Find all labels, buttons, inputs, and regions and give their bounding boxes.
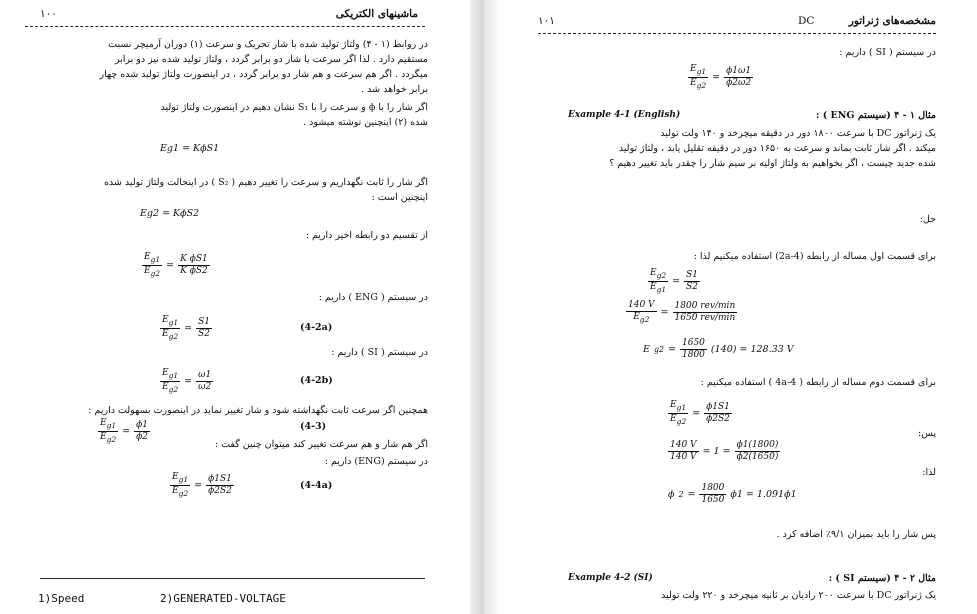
equation-eg1: Eg1 = KϕS1 — [160, 143, 220, 154]
equation-4-2b: $\frac{E_{g1}}{E_{g2}}$ = $\frac{\omega 1}{\omega 2}$ — [162, 368, 212, 394]
page-number-left: ۱۰۰ — [40, 8, 57, 20]
equation-eg2: Eg2 = KϕS2 — [140, 208, 200, 219]
tag-4-3: (4-3) — [300, 421, 327, 432]
solution-label: حل: — [919, 214, 936, 225]
running-dc: DC — [798, 15, 815, 27]
example-2-text: یک ژنراتور DC با سرعت ۲۰۰ رادیان بر ثانیه میچرخد و ۲۲۰ ولت تولید — [661, 590, 936, 601]
equation-r5: $\frac{140 V}{140 V}$ = 1 = $\frac{\phi 1(1800)}{\phi 2(1650)}$ — [670, 440, 779, 462]
book-gutter — [470, 0, 498, 614]
laza-label: لذا: — [922, 467, 936, 478]
part-2-line: برای قسمت دوم مساله از رابطه ( 4-4a ) استفاده میکنیم : — [700, 377, 936, 388]
tag-4-2a: (4-2a) — [300, 322, 333, 333]
eng-system-line: در سیستم ( ENG ) داریم : — [318, 292, 428, 303]
page-number-right: ۱۰۱ — [538, 15, 555, 27]
equation-r1: $\frac{E_{g2}}{E_{g1}}$ = $\frac{S1}{S2}$ — [650, 268, 699, 294]
equation-r4: $\frac{E_{g1}}{E_{g2}}$ = $\frac{\phi 1S1}{\phi 2S2}$ — [670, 400, 730, 426]
right-page — [498, 0, 977, 614]
equation-division: $\frac{E_{g1}}{E_{g2}}$ = $\frac{\text{K ϕS1}}{\text{K ϕS2}}$ — [144, 252, 208, 278]
si-line-right: در سیستم ( SI ) داریم : — [839, 47, 936, 58]
example-1-label: Example 4-1 (English) — [568, 110, 681, 120]
header-rule-right — [538, 33, 936, 34]
tag-4-4a: (4-4a) — [300, 480, 333, 491]
example-2-title: مثال ۲ - ۴ (سیستم SI ) : — [828, 573, 936, 584]
example-1-text: یک ژنراتور DC با سرعت ۱۸۰۰ دور در دقیقه میچرخد و ۱۴۰ ولت تولید میکند . اگر شار ثابت بماند و سرعت به ۱۶۵۰ دور در دقیقه تقلیل یابد ، ولتاژ تولید شده جدید چیست ، اگر بخواهیم به ولتاژ اولیه بر سیم شار را چقدر باید تغییر دهیم ؟ — [609, 128, 936, 169]
equation-top-right: $\frac{E_{g1}}{E_{g2}}$ = $\frac{\phi 1\omega 1}{\phi 2\omega 2}$ — [690, 64, 752, 90]
paragraph-1: در روابط (۱ - ۴) ولتاژ تولید شده با شار تحریک و سرعت (۱) دوران آرمیچر نسبت مستقیم دارد . لذا اگر سرعت یا شار دو برابر گردد ، ولتاژ تولید شده نیز دو برابر میگردد . اگر هم سرعت و هم شار دو برابر گردد ، در اینصورت ولتاژ تولید شده چهار برابر خواهد شد . — [99, 39, 428, 95]
paragraph-3: اگر شار را ثابت نگهداریم و سرعت را تغییر دهیم ( S₂ ) در اینحالت ولتاژ تولید شده اینچنین است : — [103, 177, 428, 203]
equation-r6: ϕ 2 = $\frac{1800}{1650}$ ϕ1 = 1.091ϕ1 — [668, 483, 797, 505]
footnote-1: 1)Speed — [38, 592, 85, 605]
paragraph-6: اگر هم شار و هم سرعت تغییر کند میتوان چنین گفت : — [214, 439, 428, 450]
part-1-line: برای قسمت اول مساله از رابطه (4-2a) استفاده میکنیم لذا : — [693, 251, 936, 262]
paragraph-4: از تقسیم دو رابطه اخیر داریم : — [305, 230, 428, 241]
paragraph-5: همچنین اگر سرعت ثابت نگهداشته شود و شار تغییر نماید در اینصورت بسهولت داریم : — [88, 405, 428, 416]
running-title-left: ماشینهای الکتریکی — [335, 8, 418, 20]
tag-4-2b: (4-2b) — [300, 375, 333, 386]
equation-4-2a: $\frac{E_{g1}}{E_{g2}}$ = $\frac{S1}{S2}$ — [162, 315, 211, 341]
running-title-right: مشخصه‌های ژنراتور — [848, 15, 936, 27]
footnote-2: 2)GENERATED-VOLTAGE — [160, 592, 286, 605]
si-system-line: در سیستم ( SI ) داریم : — [331, 347, 428, 358]
eng-system-line-2: در سیستم (ENG) داریم : — [324, 456, 428, 467]
pas-label: پس: — [918, 428, 936, 439]
header-rule-left — [25, 26, 425, 27]
example-2-label: Example 4-2 (SI) — [568, 573, 653, 583]
equation-4-3: $\frac{E_{g1}}{E_{g2}}$ = $\frac{\phi 1}{\phi 2}$ — [100, 418, 148, 444]
example-1-title: مثال ۱ - ۴ (سیستم ENG ) : — [815, 110, 936, 121]
equation-r3: E g2 = $\frac{1650}{1800}$ (140) = 128.33 V — [643, 338, 794, 360]
equation-4-4a: $\frac{E_{g1}}{E_{g2}}$ = $\frac{\phi 1S1}{\phi 2S2}$ — [172, 472, 232, 498]
footnote-rule — [40, 578, 425, 579]
left-page — [0, 0, 470, 614]
conclusion-line: پس شار را باید بمیزان ۹/۱٪ اضافه کرد . — [776, 529, 936, 540]
equation-r2: $\frac{140 V}{E_{g2}}$ = $\frac{\text{1800 rev/min}}{\text{1650 rev/min}}$ — [628, 300, 736, 324]
paragraph-2: اگر شار را با ϕ و سرعت را با S₁ نشان دهیم در اینصورت ولتاژ تولید شده (۲) اینچنین نوشته میشود . — [160, 102, 428, 128]
